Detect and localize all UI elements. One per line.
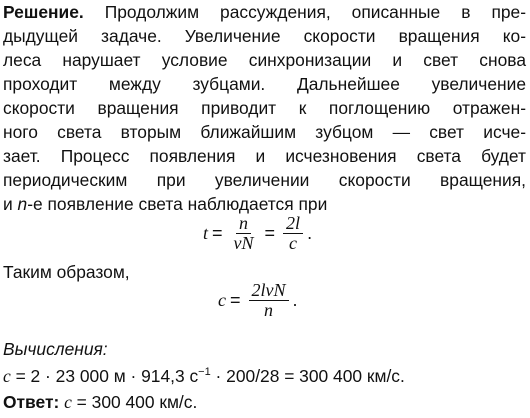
text-line-8: периодическим при увеличении скорости вращения, [3,170,526,190]
fraction-2l-over-c: $\frac{2l}{c}$ [283,214,303,253]
text-line-9: и n-е появление света наблюдается при [3,194,328,214]
text-thus: Таким образом, [3,262,130,282]
text-line-1: Решение. Продолжим рассуждения, описанные в пре- [3,2,526,22]
formula-speed-lhs: c [218,290,226,310]
calc-expression: c = 2 · 23 000 м · 914,3 $с^{-1} \cdot 200/28 = 300$ 400 км/с. [3,366,405,386]
answer-label: Ответ: [3,392,60,412]
text-line-2: дыдущей задаче. Увеличение скорости вращения ко- [3,26,526,46]
solution-label: Решение. [3,2,84,22]
text-line-3: леса нарушает условие синхронизации и свет снова [3,50,526,70]
answer-line: Ответ: c = 300 400 км/с. [3,392,198,412]
formula-speed: c = $\frac{\text{2lνN}}{n}$ . [218,280,298,320]
text-line-7: зает. Процесс появления и исчезновения света будет [3,146,526,166]
formula-time: t = $\frac{n}{\nu N}$ = $\frac{2l}{c}$ . [203,213,313,253]
text-line-4: проходит между зубцами. Дальнейшее увеличение [3,74,526,94]
text-line-5: скорости вращения приводит к поглощению отражен- [3,98,526,118]
fraction-2lnuN-over-n: $\frac{\text{2lνN}}{n}$ [249,281,289,320]
formula-time-lhs: t [203,223,209,243]
fraction-n-over-nuN: $\frac{n}{\nu N}$ [233,213,254,253]
text-line-6: ного света вторым ближайшим зубцом — свет исче- [3,122,526,142]
calc-label: Вычисления: [3,339,108,359]
